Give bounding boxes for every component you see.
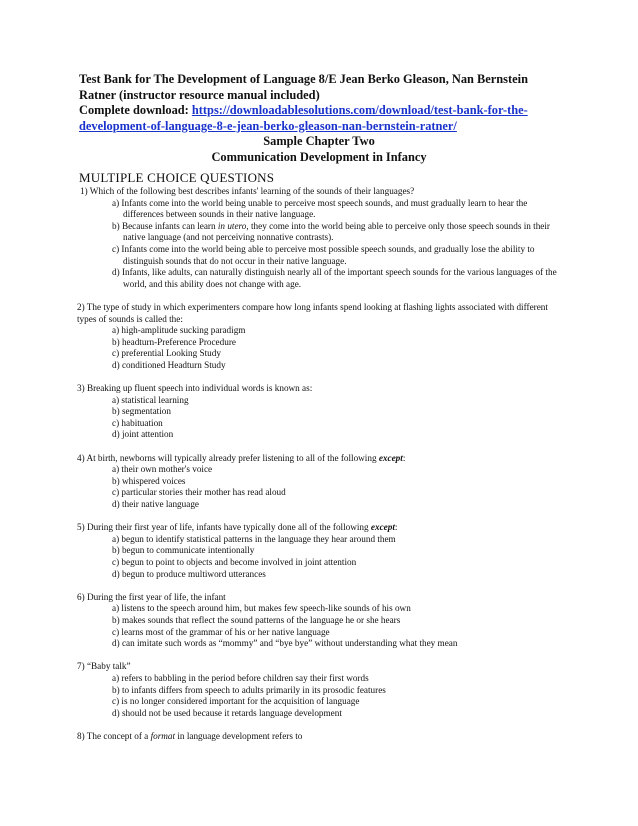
question-stem-8-end: in language development refers to xyxy=(175,730,303,741)
section-title: MULTIPLE CHOICE QUESTIONS xyxy=(79,170,275,185)
option-5d: d) begun to produce multiword utterances xyxy=(112,568,266,579)
question-options-2 xyxy=(77,325,567,371)
document-header xyxy=(79,72,559,165)
question-options-5 xyxy=(77,534,567,580)
download-line xyxy=(79,103,559,119)
option-7a: a) refers to babbling in the period before children say their first words xyxy=(112,672,369,683)
option-6b: b) makes sounds that reflect the sound patterns of the language he or she hears xyxy=(112,614,401,625)
question-stem-5-text: 5) During their first year of life, infants have typically done all of the following xyxy=(77,522,371,533)
question-options-1 xyxy=(77,198,567,291)
option-1c: c) Infants come into the world being able to perceive most possible speech sounds, and gradually lose the ability to distinguish sounds that do not occur in their native language. xyxy=(112,243,535,266)
question-stem-5-end: : xyxy=(394,522,398,533)
question-options-6 xyxy=(77,603,567,649)
download-label: Complete download: xyxy=(79,103,192,117)
question-options-7 xyxy=(77,673,567,719)
question-stem-4-text: 4) At birth, newborns will typically already prefer listening to all of the following xyxy=(77,452,379,463)
question-options-4 xyxy=(77,464,567,510)
header-title-line-2: Ratner (instructor resource manual included) xyxy=(79,87,320,102)
option-6a: a) listens to the speech around him, but makes few speech-like sounds of his own xyxy=(112,603,411,614)
option-4c: c) particular stories their mother has read aloud xyxy=(112,487,286,498)
question-list xyxy=(77,186,567,743)
question-stem-5-emphasis: except xyxy=(370,522,395,533)
option-1d: d) Infants, like adults, can naturally distinguish nearly all of the important speech sounds for the various languages of the world, and this ability does not change with age. xyxy=(112,267,557,289)
question-stem-8 xyxy=(77,731,567,743)
option-1a: a) Infants come into the world being unable to perceive most speech sounds, and must gradually learn to hear the differences between sounds in their native language. xyxy=(112,197,528,220)
option-7b: b) to infants differs from speech to adults primarily in its prosodic features xyxy=(112,684,386,695)
question-options-3 xyxy=(77,395,567,441)
option-1b-emphasis: in utero xyxy=(217,220,247,231)
option-4d: d) their native language xyxy=(112,499,199,510)
option-5c: c) begun to point to objects and become involved in joint attention xyxy=(112,557,357,567)
option-6c: c) learns most of the grammar of his or her native language xyxy=(112,626,330,637)
question-stem-6: 6) During the first year of life, the infant xyxy=(77,591,226,602)
question-stem-8-emphasis: format xyxy=(150,730,176,741)
option-5a: a) begun to identify statistical patterns in the language they hear around them xyxy=(112,533,396,544)
question-stem-4-emphasis: except xyxy=(378,452,403,463)
chapter-title: Communication Development in Infancy xyxy=(211,149,427,164)
question-stem-1: 1) Which of the following best describes infants' learning of the sounds of their languages? xyxy=(80,186,415,196)
question-stem-4 xyxy=(77,453,567,465)
question-stem-3: 3) Breaking up fluent speech into individual words is known as: xyxy=(77,383,313,394)
header-title-line-1: Test Bank for The Development of Language 8/E Jean Berko Gleason, Nan Bernstein xyxy=(79,72,528,86)
option-3d: d) joint attention xyxy=(112,429,174,440)
option-4b: b) whispered voices xyxy=(112,475,186,486)
option-2d: d) conditioned Headturn Study xyxy=(112,359,226,370)
option-7c: c) is no longer considered important for the acquisition of language xyxy=(112,696,360,707)
chapter-heading: Sample Chapter Two xyxy=(263,134,375,148)
option-2b: b) headturn-Preference Procedure xyxy=(112,336,236,347)
option-4a: a) their own mother's voice xyxy=(112,464,213,475)
question-stem-7: 7) “Baby talk” xyxy=(77,661,131,672)
question-stem-4-end: : xyxy=(402,452,406,463)
option-3b: b) segmentation xyxy=(112,406,171,417)
option-1b xyxy=(112,221,567,244)
option-2c: c) preferential Looking Study xyxy=(112,348,221,359)
download-link[interactable]: https://downloadablesolutions.com/download/test-bank-for-the- xyxy=(191,103,528,117)
option-2a: a) high-amplitude sucking paradigm xyxy=(112,325,246,336)
option-3a: a) statistical learning xyxy=(112,394,189,405)
download-link-continued-line xyxy=(79,119,559,135)
option-3c: c) habituation xyxy=(112,417,163,428)
option-6d: d) can imitate such words as “mommy” and “bye bye” without understanding what they mean xyxy=(112,638,458,649)
question-stem-8-text: 8) The concept of a xyxy=(77,730,151,741)
option-1b-text: b) Because infants can learn in utero, they come into the world being able to perceive only those speech sounds in their native language (and not perceiving nonnative contrasts). xyxy=(112,220,550,243)
option-5b: b) begun to communicate intentionally xyxy=(112,545,255,556)
question-stem-5 xyxy=(77,522,567,534)
question-stem-2: 2) The type of study in which experimenters compare how long infants spend looking at flashing lights associated with different types of sounds is called the: xyxy=(77,301,548,324)
option-7d: d) should not be used because it retards language development xyxy=(112,707,342,718)
download-link-continued[interactable]: development-of-language-8-e-jean-berko-gleason-nan-bernstein-ratner/ xyxy=(79,118,457,133)
